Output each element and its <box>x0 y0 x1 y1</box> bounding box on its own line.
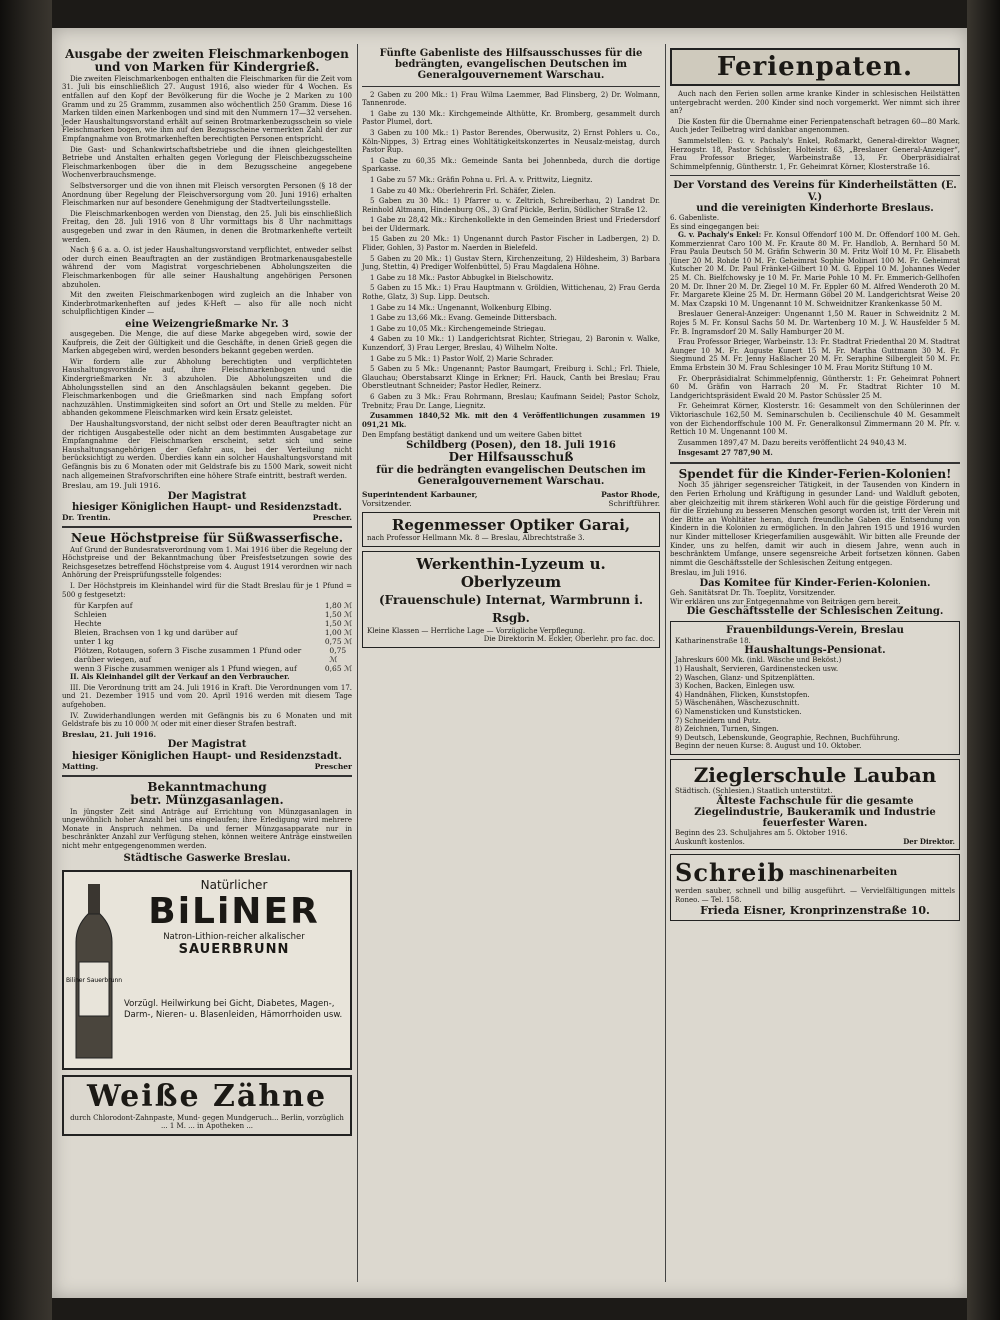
ad-ziegel-footer <box>675 838 955 847</box>
list-item: 1 Gabe zu 40 Mk.: Oberlehrerin Frl. Schäfer, Zielen. <box>370 186 556 195</box>
price-item: Schleien <box>74 610 107 620</box>
ad-weisse-title: Weiße Zähne <box>86 1078 328 1114</box>
spendet-org: Das Komitee für Kinder-Ferien-Kolonien. <box>699 577 931 589</box>
list-item: 6 Gaben zu 3 Mk.: Frau Rohrmann, Breslau; Kaufmann Seidel; Pastor Scholz, Trebnitz; Frau Dr. Lange, Liegnitz. <box>362 392 660 410</box>
advertisement-garai <box>362 512 660 547</box>
paragraph: Wir fordern alle zur Abholung berechtigten und verpflichteten Haushaltungsvorstände auf, ihre Fleischmarkenbogen und die Kindergrießmarken Nr. 3 abzuholen. Die Abholungszeiten und die Abholungsstellen sind an den Anschlagsäulen bekannt gegeben. Die Fleischmarkenbogen und die Grießmarken sind nach Empfang sofort nachzuzählen. Unstimmigkeiten sind sofort an Ort und Stelle zu melden. Für abhanden gekommene Fleischmarken wird kein Ersatz geleistet. <box>62 357 352 418</box>
ad-biliner-text: Vorzügl. Heilwirkung bei Gicht, Diabetes, Magen-, Darm-, Nieren- u. Blasenleiden, Hämorrhoiden usw. <box>124 998 343 1020</box>
ad-lyzeum-sub: (Frauenschule) Internat, Warmbrunn i. Rsgb. <box>379 592 643 625</box>
list-item: 3 Gaben zu 100 Mk.: 1) Pastor Berendes, Oberwusitz, 2) Ernst Pohlers u. Co., Köln-Nippes, 3) Ertrag eines Wohltätigkeitskonzertes in Neusalz-meistag, durch Pastor Rup. <box>362 128 660 155</box>
paragraph: Nach § 6 a. a. O. ist jeder Haushaltungsvorstand verpflichtet, entweder selbst oder durch einen Beauftragten an der zuständigen Brotmarkenausgabestelle während der vom Magistrat vorgeschriebenen Abholungszeiten die Fleischmarkenbogen für alle seiner Haushaltung angehörigen Personen abzuholen. <box>62 246 352 289</box>
ad-ziegel-body: Älteste Fachschule für die gesamte Ziegelindustrie, Baukeramik und Industrie feuerfester Waren. <box>694 795 936 829</box>
article-intro-hoechstpreise <box>62 546 352 600</box>
paragraph: Die zweiten Fleischmarkenbogen enthalten die Fleischmarken für die Zeit vom 31. Juli bis einschließlich 27. August 1916, also wieder für 4 Wochen. Es entfallen auf den Kopf der Bevölkerung für die Woche je 2 Marken zu 100 Gramm und zu 25 Grammm, zusammen also wöchentlich 250 Gramm. Diese 16 Marken tilden einen Markenbogen und sind mit den Nummern 17—32 versehen. Jeder Haushaltungsvorstand erhält auf seinen Brotmarkenbezugsschein so viele Fleischmarken bogen, wie ihm auf den Bezugsscheine vermerkten Zahl der zur Empfangnahme von Brotmarkenheften berechtigten Personen entspricht. <box>62 74 352 144</box>
price-value: 0,75 ℳ <box>324 637 352 647</box>
list-item: 1 Gabe zu 60,35 Mk.: Gemeinde Santa bei Johennbeda, durch die dortige Sparkasse. <box>362 156 660 174</box>
paragraph: Frau Professor Brieger, Warbeinstr. 13: Fr. Stadtrat Friedenthal 20 M. Stadtrat Aunger 10 M. Fr. Auguste Kunert 15 M. Fr. Martha Guttmann 30 M. Fr. Siegmund 25 M. Fr. Jenny Haßlacher 20 M. Fr. Seraphine Silbergleit 50 M. Fr. Emma Erbstein 30 M. Frau Schlesinger 10 M. Frau Moritz Stiftung 10 M. <box>670 338 960 372</box>
gaben-subheading: Es sind eingegangen bei: <box>670 222 760 231</box>
list-item: 1 Gabe zu 28,42 Mk.: Kirchenkollekte in den Gemeinden Briest und Friedersdorf bei der Uldermark. <box>362 216 660 233</box>
price-row <box>62 610 352 619</box>
list-item: Zusammen 1840,52 Mk. mit den 4 Veröffentlichungen zusammen 19 091,21 Mk. <box>362 411 660 429</box>
price-table <box>62 601 352 673</box>
date-line: Breslau, 21. Juli 1916. <box>62 729 157 739</box>
column-rule <box>357 44 358 1282</box>
gabenliste-entries <box>362 91 660 430</box>
list-item: 7) Schneidern und Putz. <box>675 716 761 725</box>
ad-ziegel-sub: Städtisch. (Schlesien.) Staatlich unterstützt. <box>675 786 833 795</box>
price-row <box>62 646 352 664</box>
ad-frauen-list <box>675 665 955 742</box>
newspaper-page <box>52 28 967 1298</box>
divider <box>362 86 660 87</box>
list-item: 8) Zeichnen, Turnen, Singen. <box>675 725 779 734</box>
list-item: 3) Kochen, Backen, Einlegen usw. <box>675 682 795 691</box>
list-item: 5 Gaben zu 20 Mk.: 1) Gustav Stern, Kirchenzeitung, 2) Hildesheim, 3) Barbara Jung, Stettin, 4) Prediger Wolfenbüttel, 5) Frau Magdalena Höhne. <box>362 254 660 272</box>
article-body-griess <box>62 330 352 480</box>
paragraph: Noch 35 jähriger segensreicher Tätigkeit, in der Tausenden von Kindern in den Ferien Erholung und Kräftigung in gesunder Land- und Waldluft geboten, aber gleichzeitig mit ihrem stärkeren Wohl auch für die geistige Förderung und für die Erziehung zu besseren Menschen gesorgt worden ist, tritt der Verein mit der Bitte an Wohltäter heran, durch freundliche Gaben die Entsendung von Kindern in die Kolonien zu ermöglichen. In den Jahren 1915 und 1916 wurden nur Kinder mittelloser Kriegerfamilien ausgewählt. Wir bitten alle Freunde der Kinder, uns zu helfen, damit wir auch in diesem Jahre, wenn auch in beschränktem Umfange, unsere segensreiche Arbeit fortsetzen können. Gaben nimmt die Geschäftsstelle der Schlesischen Zeitung entgegen. <box>670 481 960 567</box>
committee-name: Der Hilfsausschuß <box>448 450 574 465</box>
paragraph: Zusammen 1897,47 M. Dazu bereits veröffentlicht 24 940,43 M. <box>678 438 907 447</box>
signatory-magistrat: Der Magistrat <box>167 739 247 751</box>
paragraph: Auf Grund der Bundesratsverordnung vom 1. Mai 1916 über die Regelung der Höchstpreise und der Bekanntmachung über Preisfestsetzungen sowie des Reichsgesetzes betreffend Höchstpreise vom 4. August 1914 verordnen wir nach Anhörung der Preisprüfungsstelle folgendes: <box>62 545 352 580</box>
ad-schreib-header <box>675 858 955 887</box>
spendet-signature: Geh. Sanitätsrat Dr. Th. Toeplitz, Vorsitzender. <box>670 589 836 598</box>
ad-lyzeum-title: Werkenthin-Lyzeum u. Oberlyzeum <box>416 554 606 591</box>
column-right <box>670 48 960 1280</box>
signature-role: Schriftführer. <box>608 498 660 508</box>
spendet-geschaeftsstelle: Die Geschäftsstelle der Schlesischen Zeitung. <box>686 606 944 618</box>
price-row <box>62 601 352 610</box>
ferienpaten-body <box>670 90 960 171</box>
price-row <box>62 619 352 628</box>
price-item: Plötzen, Rotaugen, sofern 3 Fische zusammen 1 Pfund oder darüber wiegen, auf <box>74 646 302 665</box>
verein-title: Der Vorstand des Vereins für Kinderheilstätten (E. V.) <box>673 180 957 203</box>
signature-left: Matting. <box>62 761 99 771</box>
ad-garai-sub: nach Professor Hellmann Mk. 8 — Breslau, Albrechtstraße 3. <box>367 533 585 542</box>
list-item: 1 Gabe zu 10,05 Mk.: Kirchengemeinde Striegau. <box>370 324 546 333</box>
advertisement-frauenbildung <box>670 621 960 755</box>
paragraph <box>670 231 960 308</box>
ad-schreib-right: maschinenarbeiten <box>789 867 898 879</box>
ad-ziegel-begin: Beginn des 23. Schuljahres am 5. Oktober 1916. <box>675 829 848 838</box>
ad-frauen-begin: Beginn der neuen Kurse: 8. August und 10. Oktober. <box>675 742 862 751</box>
price-value: 1,80 ℳ <box>324 601 352 611</box>
ad-garai-title: Regenmesser Optiker Garai, <box>391 515 631 534</box>
paragraph: In jüngster Zeit sind Anträge auf Errichtung von Münzgasanlagen in ungewöhnlich hoher Anzahl bei uns eingelaufen; ihre Erledigung wird mehrere Monate in Anspruch nehmen. Da und ferner Münzgasapparate nur in beschränkter Anzahl zur Verfügung stehen, können weitere Anträge einstweilen nicht mehr entgegengenommen werden. <box>62 807 352 850</box>
signatory-residenzstadt: hiesiger Königlichen Haupt- und Residenzstadt. <box>72 750 342 762</box>
collector-name: G. v. Pachaly's Enkel: <box>678 230 762 240</box>
ad-weisse-text: durch Chlorodont-Zahnpaste, Mund- gegen Mundgeruch... Berlin, vorzüglich ... 1 M. ... in Apotheken ... <box>70 1113 344 1131</box>
place-date: Schildberg (Posen), den 18. Juli 1916 <box>406 439 616 451</box>
signature-left <box>362 490 478 508</box>
verein-subtitle: und die vereinigten Kinderhorte Breslaus. <box>696 202 934 214</box>
price-value: 1,50 ℳ <box>324 610 352 620</box>
paragraph: ausgegeben. Die Menge, die auf diese Marke abgegeben wird, sowie der Kaufpreis, die Zeit der Gültigkeit und die Geschäfte, in denen Grieß gegen die Marken abgegeben wird, werden besonders bekannt gegeben werden. <box>62 330 352 356</box>
paragraph: Auch nach den Ferien sollen arme kranke Kinder in schlesischen Heilstätten untergebracht werden. 200 Kinder sind noch vorgemerkt. Wer nimmt sich ihrer an? <box>670 90 960 116</box>
signature-left: Dr. Trentin. <box>62 513 111 523</box>
signatory-gaswerke: Städtische Gaswerke Breslau. <box>123 852 291 864</box>
donations: Fr. Konsul Offendorf 100 M. Dr. Offendorf 100 M. Geh. Kommerzienrat Caro 100 M. Fr. Kraute 80 M. Fr. Handlob, A. Bernhard 50 M. Frau Paula Deutsch 50 M. Gräfin Schwerin 30 M. Fritz Wolf 10 M. Fr. Elisabeth Jüner 20 M. Rohde 10 M. Fr. Geheimrat Sophie Molinari 100 M. Fr. Geheimrat Kutscher 20 M. Dr. Paul Fränkel-Gilbert 10 M. G. Eppel 10 M. Johannes Weder 25 M. Ch. Bielfchowsky je 10 M. Fr. Marie Pohle 10 M. Fr. Emmerich-Gellhofen 20 M. Dr. Ihner 20 M. Dr. Ziegel 10 M. Fr. Eppler 60 M. Alfred Wenderoth 20 M. Fr. Margarete Kleine 25 M. Dr. Hermann Göbel 20 M. Landgerichtsrat Weise 20 M. Max Czapski 10 M. Ungenannt 10 M. Schweidnitzer Krankenkasse 50 M. <box>670 231 961 308</box>
paragraph: III. Die Verordnung tritt am 24. Juli 1916 in Kraft. Die Verordnungen vom 17. und 21. Dezember 1915 und vom 20. April 1916 werden mit diesem Tage aufgehoben. <box>62 683 352 709</box>
article-subtitle-muenzgas: betr. Münzgasanlagen. <box>130 793 284 808</box>
signatory-residenzstadt: hiesiger Königlichen Haupt- und Residenzstadt. <box>72 501 342 513</box>
list-item: 1) Haushalt, Servieren, Gardinenstecken usw. <box>675 665 839 674</box>
signature-name: Pastor Rhode, <box>601 489 660 499</box>
ad-biliner-brand: BiLiNER <box>148 890 320 932</box>
divider <box>670 462 960 464</box>
list-item: 1 Gabe zu 13,66 Mk.: Evang. Gemeinde Dittersbach. <box>370 314 557 323</box>
ad-lyzeum-small: Kleine Klassen — Herrliche Lage — Vorzügliche Verpflegung. <box>367 626 586 635</box>
advertisement-zieglerschule <box>670 759 960 850</box>
price-row <box>62 628 352 637</box>
spendet-body <box>670 481 960 567</box>
price-value: 0,75 ℳ <box>329 646 347 665</box>
ad-ziegel-title: Zieglerschule Lauban <box>693 762 937 787</box>
signature-right: Prescher. <box>312 513 352 523</box>
signatory-magistrat: Der Magistrat <box>167 490 247 502</box>
bottle-label: Biliner Sauerbrunn <box>65 976 123 984</box>
paragraph: Die Kosten für die Übernahme einer Ferienpatenschaft betragen 60—80 Mark. Auch jeder Teilbetrag wird dankbar angenommen. <box>670 117 960 135</box>
paragraph: Breslauer General-Anzeiger: Ungenannt 1,50 M. Rauer in Schweidnitz 2 M. Rojes 5 M. Fr. Konsul Sachs 50 M. Dr. Wartenberg 10 M. J. W. Hausfelder 5 M. Fr. B. Ingramsdorf 20 M. Sally Hamburger 20 M. <box>670 310 960 336</box>
list-item: 1 Gabe zu 5 Mk.: 1) Pastor Wolf, 2) Marie Schrader. <box>370 354 554 363</box>
price-item: unter 1 kg <box>74 637 114 647</box>
list-item: 5 Gaben zu 5 Mk.: Ungenannt; Pastor Baumgart, Freiburg i. Schl.; Frl. Thiele, Glauchau; Oberstabsarzt Klinge in Erkner; Frl. Hauck, Canth bei Breslau; Frau Oberstleutnant Schneider; Pastor Hedler, Reinerz. <box>362 365 660 391</box>
signature-right <box>601 490 660 508</box>
subheading-griessmarke: eine Weizengrießmarke Nr. 3 <box>125 318 289 330</box>
ad-frauen-sub: Haushaltungs-Pensionat. <box>744 645 886 657</box>
ad-schreib-title: Schreib <box>675 858 786 888</box>
signature-role: Vorsitzender. <box>362 498 412 508</box>
advertisement-weisse-zaehne <box>62 1075 352 1136</box>
ad-biliner-sub2: SAUERBRUNN <box>178 941 290 957</box>
paragraph: Fr. Geheimrat Körner, Klosterstr. 16: Gesammelt von den Schülerinnen der Viktoriaschule 162,50 M. Seminarschulen b. Cecilienschule 40 M. Gesammelt von der Eichendorffschule 100 M. Fr. Generalkonsul Zimmermann 20 M. Pfr. v. Rettich 10 M. Ungenannt 100 M. <box>670 402 960 437</box>
paragraph: Der Haushaltungsvorstand, der nicht selbst oder deren Beauftragter nicht an der richtigen Ausgabestelle oder nicht an dem bestimmten Ausgabetage zur Empfangnahme der Fleischmarken erscheint, setzt sich und seine Haushaltungsangehörigen der Gefahr aus, bei der Verteilung nicht berücksichtigt zu werden. Überdies kann ein solcher Haushaltungsvorstand mit Gefängnis bis zu 6 Monaten oder mit Geldstrafe bis zu 1500 Mark, soweit nicht nach allgemeinen Strafvorschriften eine höhere Strafe eintritt, bestraft werden. <box>62 420 352 480</box>
column-left <box>62 48 352 1280</box>
gaben-heading: 6. Gabenliste. <box>670 213 720 222</box>
list-item: 5 Gaben zu 30 Mk.: 1) Pfarrer u. v. Zeltrich, Schreiberhau, 2) Landrat Dr. Reinhold Altmann, Hindenburg OS., 3) Graf Pückle, Berlin, Südlicher Straße 12. <box>362 197 660 214</box>
ad-biliner-top: Natürlicher <box>200 877 268 892</box>
committee-desc: für die bedrängten evangelischen Deutschen im Generalgouvernement Warschau. <box>376 464 646 487</box>
article-body-fleischmarken <box>62 75 352 317</box>
spendet-date: Breslau, im Juli 1916. <box>670 569 747 578</box>
signature-line <box>62 762 352 771</box>
thanks-line: Den Empfang bestätigt dankend und um weitere Gaben bittet <box>362 431 582 440</box>
signature-line <box>362 490 660 508</box>
price-item: Hechte <box>74 619 102 629</box>
ad-ziegel-director: Der Direktor. <box>903 836 955 846</box>
list-item: 2 Gaben zu 200 Mk.: 1) Frau Wilma Laemmer, Bad Flinsberg, 2) Dr. Wolmann, Tannenrode. <box>362 90 660 108</box>
list-item: 15 Gaben zu 20 Mk.: 1) Ungenannt durch Pastor Fischer in Ladbergen, 2) D. Flider, Gohlen, 3) Pastor m. Naerden in Bielefeld. <box>362 235 660 253</box>
paragraph: IV. Zuwiderhandlungen werden mit Gefängnis bis zu 6 Monaten und mit Geldstrafe bis zu 10 000 ℳ oder mit einer dieser Strafen bestraft. <box>62 711 352 729</box>
book-binding-right <box>967 0 1000 1320</box>
price-value: 0,65 ℳ <box>324 664 352 674</box>
paragraph: II. Als Kleinhandel gilt der Verkauf an den Verbraucher. <box>70 672 290 682</box>
signature-name: Superintendent Karbauner, <box>362 489 478 499</box>
article-title-bekanntmachung: Bekanntmachung <box>147 779 267 794</box>
price-row <box>62 637 352 646</box>
signature-right: Prescher <box>314 761 352 771</box>
advertisement-lyzeum <box>362 551 660 648</box>
paragraph: Insgesamt 27 787,90 M. <box>678 448 773 458</box>
article-body-muenzgas <box>62 808 352 851</box>
list-item: 1 Gabe zu 18 Mk.: Pastor Abbugkel in Bielschowitz. <box>370 273 554 282</box>
divider <box>670 175 960 176</box>
article-title-fleischmarken: Ausgabe der zweiten Fleischmarkenbogen und von Marken für Kindergrieß. <box>65 47 349 75</box>
list-item: 1 Gabe zu 130 Mk.: Kirchgemeinde Althütte, Kr. Bromberg, gesammelt durch Pastor Plumel, dort. <box>362 109 660 127</box>
column-middle <box>362 48 660 1280</box>
list-item: 1 Gabe zu 57 Mk.: Gräfin Pohna u. Frl. A. v. Prittwitz, Liegnitz. <box>370 175 593 184</box>
date-line: Breslau, am 19. Juli 1916. <box>62 481 161 491</box>
list-item: 2) Waschen, Glanz- und Spitzenplätten. <box>675 673 815 682</box>
list-item: 4) Handnähen, Flicken, Kunststopfen. <box>675 690 810 699</box>
advertisement-schreibmaschine <box>670 854 960 921</box>
price-item: Bleien, Brachsen von 1 kg und darüber auf <box>74 628 238 638</box>
paragraph: Sammelstellen: G. v. Pachaly's Enkel, Roßmarkt, General-direktor Wagner, Herzogstr. 18, Pastor Schüssler, Holteistr. 63, „Breslauer General-Anzeiger“, Frau Professor Brieger, Warbeinstraße 13, Fr. Oberpräsidialrat Schimmelpfennig, Güntherstr. 1, Fr. Geheimrat Körner, Klosterstraße 16. <box>670 136 960 171</box>
price-value: 1,50 ℳ <box>324 619 352 629</box>
ad-frauen-addr: Katharinenstraße 18. <box>675 636 751 645</box>
list-item: 4 Gaben zu 10 Mk.: 1) Landgerichtsrat Richter, Striegau, 2) Baronin v. Walke, Kunzendorf, 3) Frau Lerger, Breslau, 4) Wilhelm Nolte. <box>362 335 660 352</box>
ad-biliner-sub1: Natron-Lithion-reicher alkalischer <box>163 931 305 942</box>
ad-ziegel-info: Auskunft kostenlos. <box>675 837 745 846</box>
article-rules-hoechstpreise <box>62 673 352 729</box>
ad-schreib-name: Frieda Eisner, Kronprinzenstraße 10. <box>700 903 930 917</box>
paragraph: Mit den zweiten Fleischmarkenbogen wird zugleich an die Inhaber von Kinderbrotmarkenheften auf jedes K-Heft — also für alle noch nicht schulpflichtigen Kinder — <box>62 291 352 317</box>
ferienpaten-banner: Ferienpaten. <box>670 48 960 86</box>
list-item: 6) Namensticken und Kunststicken. <box>675 708 802 716</box>
paragraph: Die Gast- und Schankwirtschaftsbetriebe und die ihnen gleichgestellten Betriebe und Anstalten erhalten gegen Vorlegung der Fleischbezugsscheine Fleischmarkenbogen über die in dem Bezugsscheine angegebene Wochenverbrauchsmenge. <box>62 145 352 180</box>
list-item: 9) Deutsch, Lebenskunde, Geographie, Rechnen, Buchführung. <box>675 733 900 742</box>
price-item: für Karpfen auf <box>74 601 133 611</box>
paragraph: Die Fleischmarkenbogen werden von Dienstag, den 25. Juli bis einschließlich Freitag, den 28. Juli 1916 von 8 Uhr vormittags bis 8 Uhr nachmittags ausgegeben und zwar in den Räumen, in denen die Brotmarkenhefte verteilt werden. <box>62 209 352 244</box>
spendet-note: Wir erklären uns zur Entgegennahme von Beiträgen gern bereit. <box>670 597 901 606</box>
paragraph: I. Der Höchstpreis im Kleinhandel wird für die Stadt Breslau für je 1 Pfund = 500 g festgesetzt: <box>62 581 352 599</box>
gabenliste-title: Fünfte Gabenliste des Hilfsausschusses für die bedrängten, evangelischen Deutschen im Generalgouvernement Warschau. <box>379 48 643 82</box>
ad-frauen-fee: Jahreskurs 600 Mk. (inkl. Wäsche und Beköst.) <box>675 656 842 665</box>
ad-lyzeum-director: Die Direktorin M. Eckler, Oberlehr. pro fac. doc. <box>483 635 655 644</box>
divider <box>62 775 352 777</box>
list-item: 5 Gaben zu 15 Mk.: 1) Frau Hauptmann v. Gröldien, Wittichenau, 2) Frau Gerda Rothe, Glatz, 3) Sup. Lipp. Deutsch. <box>362 284 660 302</box>
book-binding-left <box>0 0 52 1320</box>
spendet-title: Spendet für die Kinder-Ferien-Kolonien! <box>678 466 952 481</box>
bottle-icon <box>65 882 123 1062</box>
divider <box>62 526 352 528</box>
paragraph: Selbstversorger und die von ihnen mit Fleisch versorgten Personen (§ 18 der Anordnung über Regelung der Fleischversorgung vom 20. Juni 1916) erhalten Fleischmarken nur auf besondere Genehmigung der Stadtverteilungsstelle. <box>62 182 352 208</box>
list-item: 1 Gabe zu 14 Mk.: Ungenannt, Wolkenburg Elbing. <box>370 303 552 312</box>
column-rule <box>665 44 666 1282</box>
paragraph: Fr. Oberpräsidialrat Schimmelpfennig, Güntherstr. 1: Fr. Geheimrat Pohnert 60 M. Gräfin von Harrach 20 M. Fr. Stadtrat Richter 10 M. Landgerichtspräsident Ewald 20 M. Pastor Schüssler 25 M. <box>670 374 960 400</box>
price-value: 1,00 ℳ <box>324 628 352 638</box>
ad-frauen-title: Frauenbildungs-Verein, Breslau <box>726 625 904 637</box>
signature-line <box>62 513 352 522</box>
article-title-hoechstpreise: Neue Höchstpreise für Süßwasserfische. <box>70 531 344 546</box>
price-item: wenn 3 Fische zusammen weniger als 1 Pfund wiegen, auf <box>74 664 297 674</box>
gaben-lists <box>670 231 960 458</box>
list-item: 5) Wäschenähen, Wäschezuschnitt. <box>675 699 800 708</box>
ad-schreib-body: werden sauber, schnell und billig ausgeführt. — Vervielfältigungen mittels Roneo. — Tel. 158. <box>675 887 955 904</box>
advertisement-biliner <box>62 870 352 1070</box>
